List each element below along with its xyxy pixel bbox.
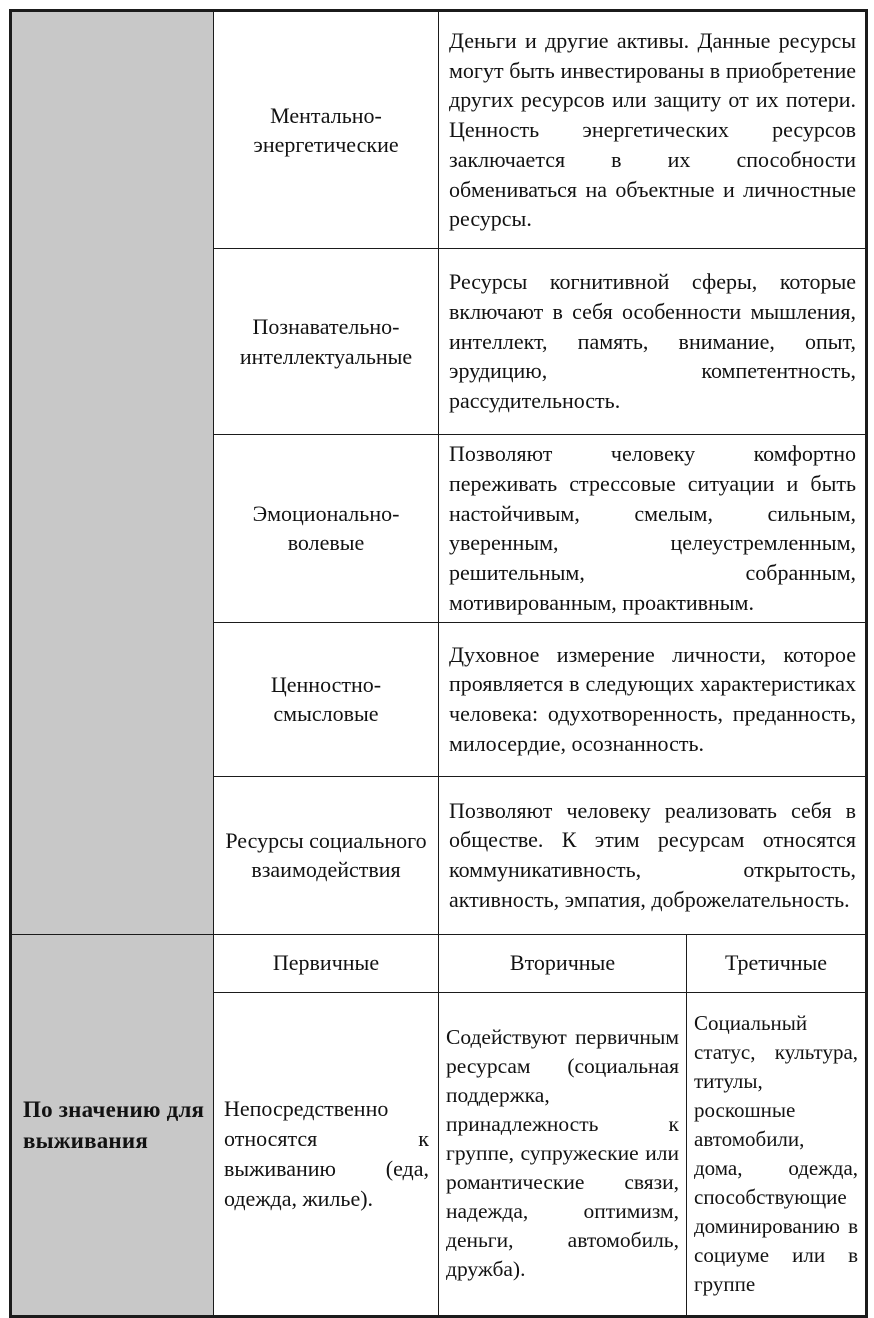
row-desc-emotional-volitional: Позволяют человеку комфортно переживать стрессовые ситуации и быть настойчивым, смелым, сильным, уверенным, целеустремленным, решительным, собранным, мотивированным, проактивным. [439, 435, 867, 623]
cell-desc-primary: Непосредственно относятся к выживанию (еда, одежда, жилье). [214, 992, 439, 1316]
row-label-value-meaning: Ценностно-смысловые [214, 622, 439, 776]
row-header-survival-significance: По значению для выживания [11, 934, 214, 1316]
column-header-secondary: Вторичные [439, 934, 687, 992]
row-desc-social-interaction: Позволяют человеку реализовать себя в обществе. К этим ресурсам относятся коммуникативность, открытость, активность, эмпатия, доброжелательность. [439, 776, 867, 934]
column-header-primary: Первичные [214, 934, 439, 992]
row-desc-mental-energetic: Деньги и другие активы. Данные ресурсы могут быть инвестированы в приобретение других ресурсов или защиту от их потери. Ценность энергетических ресурсов заключается в их способности обмениваться на объектные и личностные ресурсы. [439, 11, 867, 249]
row-label-social-interaction: Ресурсы социального взаимодействия [214, 776, 439, 934]
resources-classification-table [9, 9, 868, 1318]
bottom-section-header-row [11, 934, 867, 992]
row-desc-value-meaning: Духовное измерение личности, которое проявляется в следующих характеристиках человека: одухотворенность, преданность, милосердие, осознанность. [439, 622, 867, 776]
row-label-emotional-volitional: Эмоционально-волевые [214, 435, 439, 623]
row-desc-cognitive-intellectual: Ресурсы когнитивной сферы, которые включают в себя особенности мышления, интеллект, память, внимание, опыт, эрудицию, компетентность, рассудительность. [439, 249, 867, 435]
cell-desc-tertiary: Социальный статус, культура, титулы, роскошные автомобили, дома, одежда, способствующие доминированию в социуме или в группе [687, 992, 867, 1316]
column-header-tertiary: Третичные [687, 934, 867, 992]
category-cell-empty [11, 11, 214, 935]
cell-desc-secondary: Содействуют первичным ресурсам (социальная поддержка, принадлежность к группе, супружеские или романтические связи, надежда, оптимизм, деньги, автомобиль, дружба). [439, 992, 687, 1316]
row-label-mental-energetic: Ментально-энергетические [214, 11, 439, 249]
row-label-cognitive-intellectual: Познавательно-интеллектуальные [214, 249, 439, 435]
table-row [11, 11, 867, 249]
